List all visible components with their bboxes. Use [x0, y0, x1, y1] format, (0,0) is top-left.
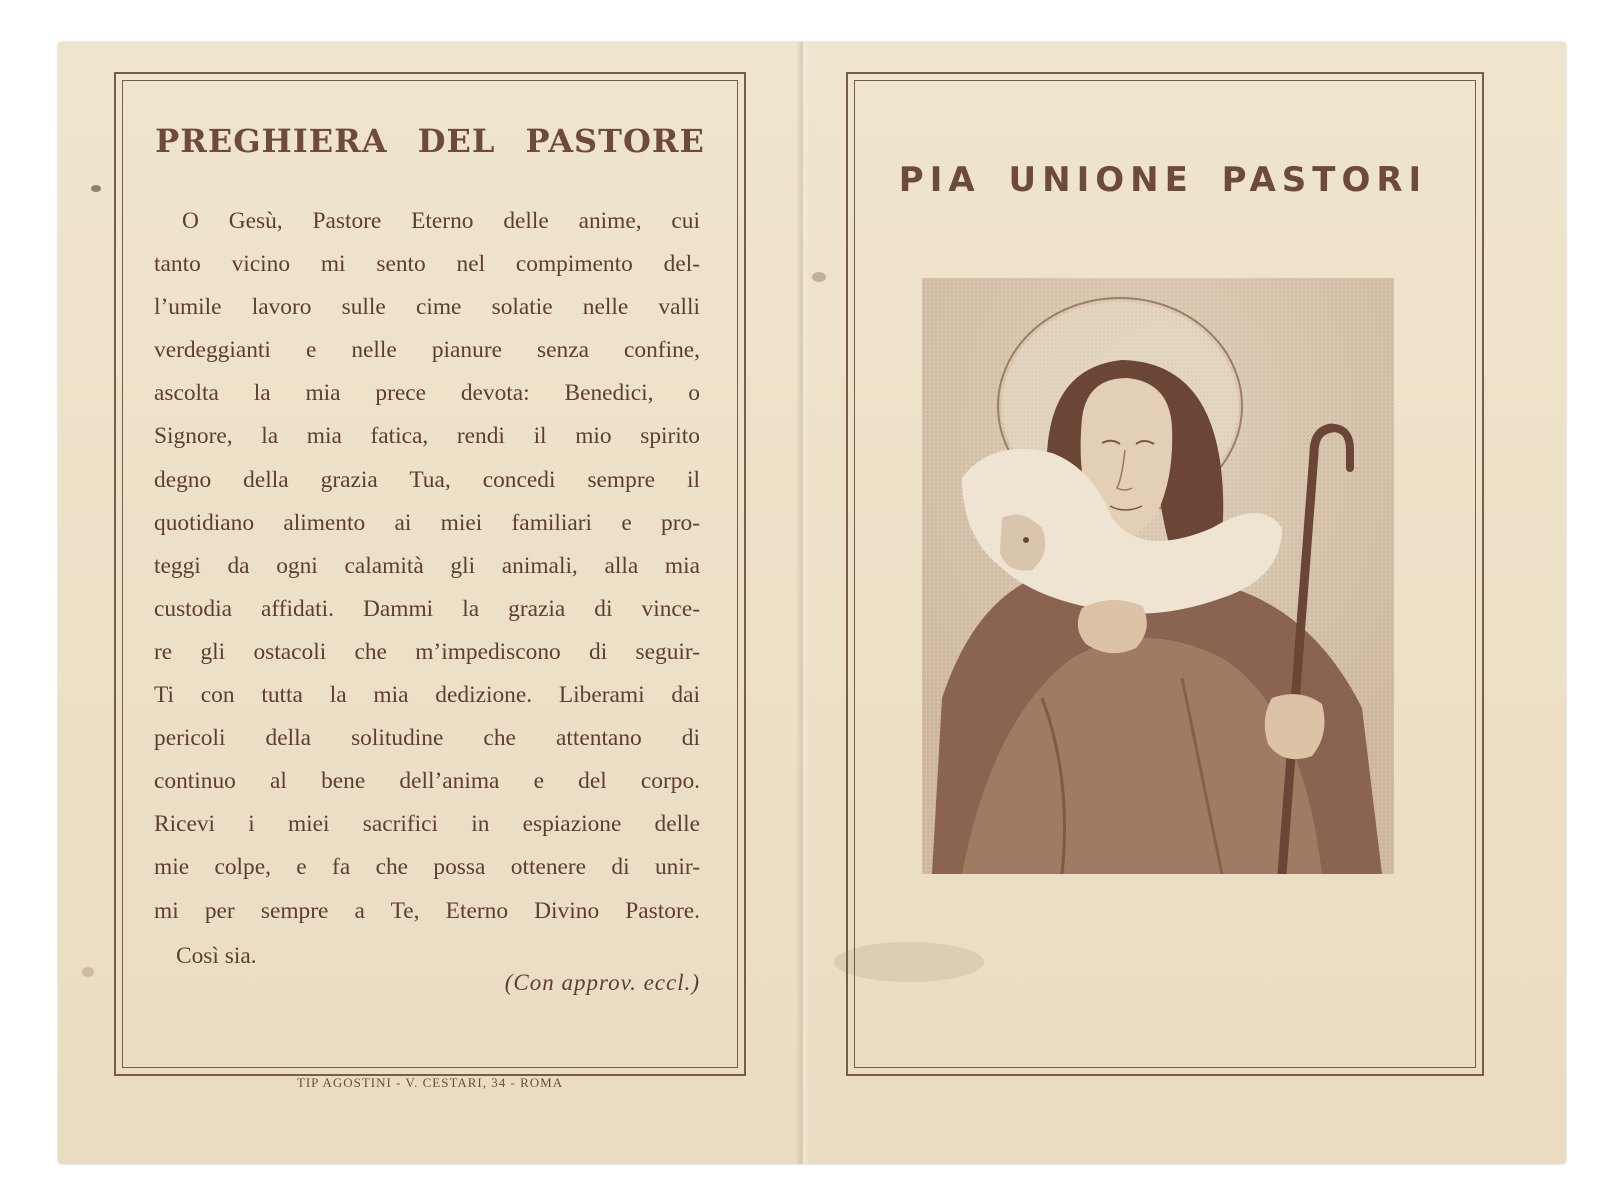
- left-page: [58, 42, 802, 1164]
- prayer-line: pericoli della solitudine che attentano di: [154, 725, 700, 752]
- prayer-line: Ti con tutta la mia dedizione. Liberami dai: [154, 682, 700, 709]
- good-shepherd-illustration: [922, 278, 1394, 874]
- approval-note: (Con approv. eccl.): [504, 970, 700, 995]
- prayer-line: ascolta la mia prece devota: Benedici, o: [154, 380, 700, 407]
- prayer-line: quotidiano alimento ai miei familiari e pro-: [154, 509, 700, 536]
- prayer-line: degno della grazia Tua, concedi sempre il: [154, 466, 700, 493]
- prayer-line: O Gesù, Pastore Eterno delle anime, cui: [182, 208, 700, 234]
- prayer-line: l’umile lavoro sulle cime solatie nelle valli: [154, 294, 700, 321]
- prayer-line: re gli ostacoli che m’impediscono di seguir-: [154, 638, 700, 665]
- prayer-line: tanto vicino mi sento nel compimento del-: [154, 251, 700, 278]
- prayer-amen: Così sia.: [176, 943, 257, 969]
- prayer-title: PREGHIERA DEL PASTORE: [155, 122, 705, 160]
- prayer-line: mi per sempre a Te, Eterno Divino Pastore.: [154, 897, 700, 924]
- prayer-line: continuo al bene dell’anima e del corpo.: [154, 768, 700, 795]
- prayer-text: [154, 200, 700, 933]
- good-shepherd-portrait: [922, 278, 1394, 874]
- right-page: [804, 42, 1566, 1164]
- prayer-line: custodia affidati. Dammi la grazia di vince-: [154, 595, 700, 622]
- prayer-line: teggi da ogni calamità gli animali, alla mia: [154, 552, 700, 579]
- center-fold: [796, 42, 810, 1164]
- printer-credit: TIP AGOSTINI - V. CESTARI, 34 - ROMA: [296, 1075, 564, 1090]
- prayer-line: verdeggianti e nelle pianure senza confine,: [154, 337, 700, 364]
- prayer-line: mie colpe, e fa che possa ottenere di unir-: [154, 854, 700, 881]
- prayer-line: Signore, la mia fatica, rendi il mio spirito: [154, 423, 700, 450]
- cover-title: PIA UNIONE PASTORI: [898, 160, 1428, 200]
- holy-card: [58, 42, 1566, 1164]
- prayer-line: Ricevi i miei sacrifici in espiazione delle: [154, 811, 700, 838]
